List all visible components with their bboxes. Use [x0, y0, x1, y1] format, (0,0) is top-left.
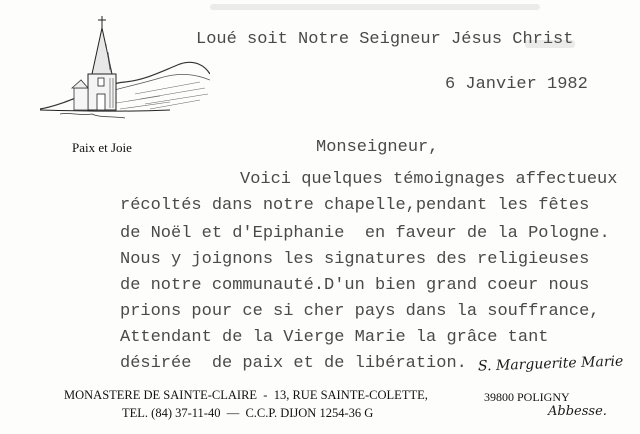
church-logo-icon	[40, 14, 210, 144]
body-line: prions pour ce si cher pays dans la souffrance,	[120, 302, 600, 321]
letterhead-postal-city: 39800 POLIGNY	[484, 390, 570, 404]
signature-name: S. Marguerite Marie	[477, 353, 624, 375]
body-line: Attendant de la Vierge Marie la grâce tant	[120, 328, 549, 347]
body-line: de Noël et d'Epiphanie en faveur de la Pologne.	[120, 224, 610, 243]
letterhead-phone: TEL. (84) 37-11-40 — C.C.P. DIJON 1254-36 G	[122, 406, 374, 420]
letterhead-motto: Paix et Joie	[72, 140, 132, 155]
letter-header: Loué soit Notre Seigneur Jésus Christ	[196, 30, 574, 49]
salutation: Monseigneur,	[316, 138, 439, 157]
body-line: désirée de paix et de libération.	[120, 354, 467, 373]
body-line: Voici quelques témoignages affectueux	[240, 170, 618, 189]
letterhead-address: MONASTERE DE SAINTE-CLAIRE - 13, RUE SAINTE-COLETTE,	[64, 388, 428, 402]
body-line: de notre communauté.D'un bien grand coeur nous	[120, 276, 590, 295]
faded-typing-top	[210, 4, 540, 10]
signature-title: Abbesse.	[548, 404, 607, 419]
body-line: Nous y joignons les signatures des religieuses	[120, 250, 590, 269]
body-line: récoltés dans notre chapelle,pendant les fêtes	[120, 196, 590, 215]
letter-date: 6 Janvier 1982	[445, 75, 588, 94]
